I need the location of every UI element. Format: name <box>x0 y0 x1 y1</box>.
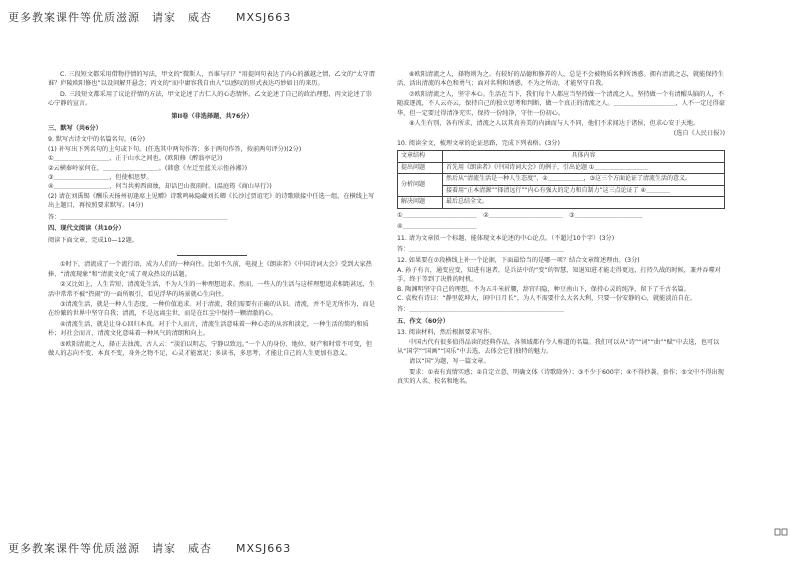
essay-para-4: ④清流生活，就是让身心回归本真。对于个人而言，清流生活意味着一种心态的从容和淡定，一种生活的简约和质朴；对社会而言，清流文化意味着一种风气的清朗和向上。 <box>48 320 369 338</box>
q13: 13. 阅读材料，然后根据要求写作。 <box>397 329 496 337</box>
q12-option-c: C. 袁枚有诗曰：“静里乾坤大，闲中日月长”，为人不需要什么大名大利，只要一份安静的心，就能淡泊自在。 <box>397 295 697 302</box>
essay-para-7: ⑦欧阳清流之人，坚守本心。生活在当下，我们每个人都应当坚持做一个清流之人，坚持做一个有清醒头脑的人，不随波逐流，不人云亦云，保持自己的独立思考和判断，做一个真正的清流之人。＿＿＿＿＿＿＿＿＿＿，人不一定过得豪华，但一定要过得清净充实，保持一份纯净，守住一份初心。 <box>397 90 725 117</box>
right-column <box>397 70 725 388</box>
page-corner-icon <box>774 528 788 536</box>
q13-requirements: 要求：①表有真情实感；②自定立意，明确文体（诗歌除外）；③不少于600字；④不得抄袭、套作；⑤文中不得出现真实的人名、校名和地名。 <box>397 368 724 386</box>
part2-title: 第II卷（非选择题，共76分） <box>171 112 253 120</box>
essay-para-8: ⑧人生有别，各有所求，清流之人以其真善美的内涵而与人不同，他们不求闻达于诸侯，但求心安于天地。 <box>409 120 700 128</box>
essay-title-blank <box>48 247 376 256</box>
q9-1: (1) 补写出下列名句的上句或下句。(任选其中两句作答；多于两句作答，按前两句评分)(2分) <box>48 145 302 153</box>
table-row <box>398 162 725 174</box>
q9-line-2: ②云横秦岭家何在，＿＿＿＿＿＿＿＿＿。(韩愈《左迁至蓝关示侄孙湘》) <box>48 164 248 172</box>
q9-2: (2) 请在刘禹锡《酬乐天扬州初逢席上见赠》诗歌鸣咏隐藏刘长卿《长沙过贾谊宅》的诗歌联接中任选一组，在横线上写出上题目，再按照要求默写。(4分) <box>48 192 375 210</box>
section4-title: 四、现代文阅读（共10分） <box>48 225 125 233</box>
q12-option-b: B. 陶渊明坚守自己的理想，不为五斗米折腰，辞官归隐，种豆南山下，保持心灵的纯净，留下了千古名篇。 <box>397 285 690 293</box>
option-d: D. 三段短文都采用了议论抒情的方法，甲文论述了古仁人的心态情怀，乙文论述了自己的政治理想，丙文论述了崇心宁静的宣言。 <box>48 90 372 108</box>
q10-answer-blank-4[interactable]: ④＿＿＿＿＿＿＿＿＿＿＿＿ <box>397 223 477 231</box>
q11: 11. 请为文章拟一个标题，能体现文本论述的中心论点。（不超过10个字）(3分) <box>397 234 615 242</box>
table-cell: 分析问题 <box>398 174 443 197</box>
table-row <box>398 174 725 186</box>
left-column <box>48 70 376 359</box>
essay-para-5: ⑤欧阳清流之人，择正去浊流。古人云：“淡泊以明志，宁静以致远。”一个人的身份、地位、财产和时常不可变，但做人的志向不变、本真不变，身外之物不足，心灵才能富足；多读书，多思考，才能让自己的人生更加有意义。 <box>48 340 373 357</box>
q11-answer[interactable]: 答：＿＿＿＿＿＿＿＿＿＿＿＿＿＿＿＿＿＿＿＿＿＿＿＿＿ <box>397 245 565 253</box>
q10-answer-blanks[interactable]: ①＿＿＿＿＿＿＿＿＿＿＿＿ ②＿＿＿＿＿＿＿＿＿＿＿＿ ③＿＿＿＿＿＿＿＿＿＿＿ <box>397 211 643 219</box>
essay-source: (选自《人民日报》) <box>673 130 725 138</box>
q9: 9. 默写古诗文中的名篇名句。(6分) <box>48 136 146 144</box>
table-row <box>398 197 725 209</box>
top-banner: 更多教案课件等优质滋源 请家 威杏 MXSJ663 <box>8 11 292 24</box>
argument-table <box>397 150 725 209</box>
q9-line-1: ①＿＿＿＿＿＿＿＿＿，正于山水之间也。(欧阳修《醉翁亭记》) <box>48 155 223 163</box>
table-head-structure: 文章结构 <box>398 151 443 163</box>
q13-task: 请以“国”为题，写一篇文章。 <box>409 358 490 366</box>
q9-line-4: ④＿＿＿＿＿＿＿＿＿，何当共剪西窗烛，却话巴山夜雨时。(温庭筠《商山早行》) <box>48 183 272 191</box>
q12: 12. 如果要在⑦段横线上补一个论据，下面最恰当的是哪一项？结合文章简述理由。(3分) <box>397 257 640 265</box>
q12-option-a: A. 孙子有言，通变应变，知进有退者，是兵法中的“变”的智慧，知退知进才能走得更远，打持久战的时候，兼并吞噬对手，终于等到了决胜的时机。 <box>397 266 721 284</box>
section3-title: 三、默写（共6分） <box>48 125 102 133</box>
table-row <box>398 185 725 197</box>
bottom-banner: 更多教案课件等优质滋源 请家 威杏 MXSJ663 <box>8 542 292 555</box>
table-cell[interactable]: 然后从“清流生活是一种人生态度”，②＿＿＿＿＿＿，③这三个方面论证了清流生活的意义。 <box>443 174 725 186</box>
reading-instruction: 阅读下面文章，完成10—12题。 <box>48 236 138 244</box>
essay-para-1: ①时下，清流成了一个流行语，成为人们的一种向往。比如不久前，电视上《朗读者》《中国诗词大会》受到大家热捧，“清流现象”和“清流文化”成了观众热议的话题。 <box>48 261 372 278</box>
table-head-content: 具体内容 <box>443 151 725 163</box>
essay-para-6: ⑥欧阳清流之人，择物则为之。有较好的品德和修养的人，总是不会被物质名利所诱惑。拥有清流之志，就能保持生活、活出清流的本色和勇气；面对名利和诱惑，不为之所动，才能坚守自我。 <box>397 71 724 88</box>
table-header <box>398 151 725 163</box>
q9-line-3: ③＿＿＿＿＿＿＿＿＿，但使相思梦。 <box>48 174 153 182</box>
q13-material: 中国古代有很多值得品读的经典作品，各领域都有令人称道的名篇。我们可以从“诗”“词”“曲”“赋”中去选，也可以从“国学”“国画”“国乐”中去选，去体会它们独特的魅力。 <box>397 338 720 356</box>
q10: 10. 阅读全文，梳理文章的论证思路，完成下列表格。(3分) <box>397 139 560 147</box>
essay-para-3: ③清流生活，就是一种人生态度，一种价值追求。对于清流，我们需要有正确的认识。清流，并不是无所作为，而是在纷繁的世界中坚守自我；清流，不是远离尘世，而是在红尘中保持一颗清澈的心。 <box>48 300 375 318</box>
q12-answer[interactable]: 答：＿＿＿＿＿＿＿＿＿＿＿＿＿＿＿＿＿＿＿＿＿＿＿＿＿ <box>397 306 565 314</box>
table-cell: 提出问题 <box>398 162 443 174</box>
table-cell[interactable]: 接着用“正本清源”“择清远行”“内心有强大的定力和自制力”这三点论证了 ④＿＿＿＿ <box>443 185 725 197</box>
q9-answer[interactable]: 答：＿＿＿＿＿＿＿＿＿＿＿＿＿＿＿＿＿＿＿＿＿＿＿＿＿＿＿ <box>48 213 228 221</box>
option-c: C. 三段短文都采用借物抒情的写法，甲文的“微斯人，吾谁与归？”用提问句表达了内心的激越之情，乙文的“太守谓谁？庐陵欧阳修也”以设问解开悬念；丙文的“而中庸容我自由人”以感叹的形式表达巧妙如日的来历。 <box>48 71 375 88</box>
table-cell: 最后总结全文。 <box>443 197 725 209</box>
table-cell[interactable]: 首先用《朗读者》《中国诗词大会》的例子，引出论题 ①＿＿＿＿＿＿＿＿＿ <box>443 162 725 174</box>
essay-para-2: ②又比如上，人生苦短，清流处生活，不为人生的一种理想追求。然而，一些人的生活与这样理想追求相距甚远，生活中常常不被“热闹”的一面所吸引，看见浮华的场景就心生向往。 <box>48 281 375 298</box>
section5-title: 五、作文（60分） <box>397 317 449 325</box>
table-cell: 解决问题 <box>398 197 443 209</box>
